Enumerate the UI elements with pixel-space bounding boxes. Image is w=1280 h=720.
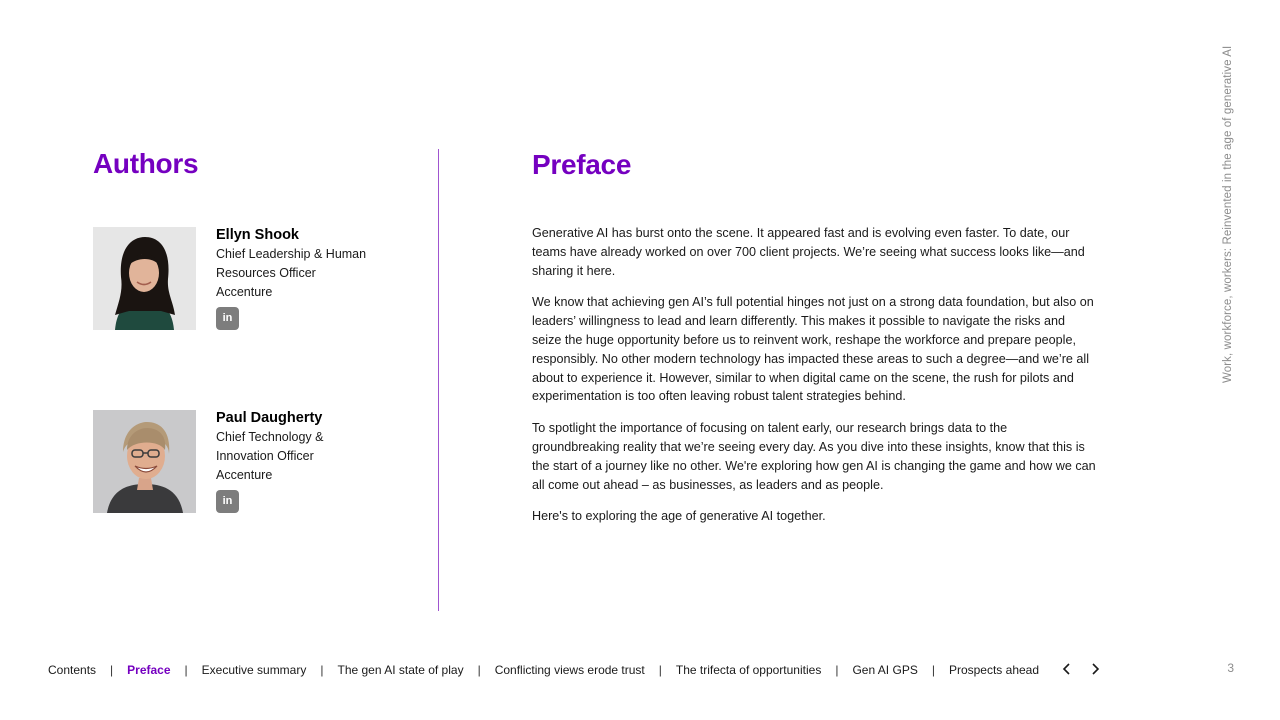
- nav-separator: |: [320, 663, 324, 677]
- nav-separator: |: [835, 663, 839, 677]
- author-title-line-2: Resources Officer: [216, 266, 316, 280]
- author-company: Accenture: [216, 285, 273, 299]
- nav-item-preface[interactable]: Preface: [127, 663, 171, 677]
- nav-item-contents[interactable]: Contents: [48, 663, 97, 677]
- author-info: [216, 408, 416, 485]
- page-arrows: [1058, 659, 1104, 679]
- chevron-left-icon: [1062, 662, 1072, 676]
- author-card: [93, 410, 413, 520]
- nav-item-trifecta[interactable]: The trifecta of opportunities: [675, 663, 822, 677]
- previous-page-button[interactable]: [1058, 659, 1076, 679]
- preface-paragraph: Here's to exploring the age of generative AI together.: [532, 509, 826, 524]
- nav-item-state-of-play[interactable]: The gen AI state of play: [337, 663, 464, 677]
- author-photo: [93, 410, 196, 513]
- nav-separator: |: [477, 663, 481, 677]
- author-portrait-ellyn: [93, 227, 196, 330]
- preface-body: [532, 224, 1097, 539]
- author-card: [93, 227, 413, 337]
- author-portrait-paul: [93, 410, 196, 513]
- page-number: 3: [1227, 661, 1234, 675]
- nav-separator: |: [658, 663, 662, 677]
- preface-paragraph: We know that achieving gen AI’s full potential hinges not just on a strong data foundation, but also on leaders’ willingness to lead and learn differently. This makes it possible to navigate the risks and seize the huge opportunity before us to reinvent work, reshape the workforce and prepare people, responsibly. No other modern technology has impacted these areas to such a degree—and we’re all about to experience it. However, similar to when digital came on the scene, the rush for pilots and experimentation is too often leaving robust talent strategies behind.: [532, 295, 1094, 404]
- section-nav: [48, 661, 1039, 679]
- author-title-line-1: Chief Technology &: [216, 430, 324, 444]
- preface-paragraph: Generative AI has burst onto the scene. It appeared fast and is evolving even faster. To date, our teams have already worked on over 700 client projects. We’re seeing what success looks like—and sharing it here.: [532, 226, 1085, 278]
- linkedin-icon[interactable]: in: [216, 307, 239, 330]
- nav-item-conflicting-views[interactable]: Conflicting views erode trust: [494, 663, 645, 677]
- author-name: Paul Daugherty: [216, 410, 323, 426]
- author-name: Ellyn Shook: [216, 227, 299, 243]
- next-page-button[interactable]: [1086, 659, 1104, 679]
- linkedin-icon[interactable]: in: [216, 490, 239, 513]
- preface-heading: Preface: [532, 149, 632, 180]
- preface-paragraph: To spotlight the importance of focusing on talent early, our research brings data to the groundbreaking reality that we’re seeing every day. As you dive into these insights, know that this is the start of a journey like no other. We're exploring how gen AI is changing the game and how we can all come out ahead – as businesses, as leaders and as people.: [532, 421, 1096, 492]
- nav-separator: |: [110, 663, 114, 677]
- nav-item-executive-summary[interactable]: Executive summary: [201, 663, 307, 677]
- column-divider: [438, 149, 439, 611]
- author-info: [216, 225, 416, 302]
- nav-item-prospects-ahead[interactable]: Prospects ahead: [948, 663, 1040, 677]
- nav-item-gen-ai-gps[interactable]: Gen AI GPS: [852, 663, 918, 677]
- chevron-right-icon: [1090, 662, 1100, 676]
- author-company: Accenture: [216, 468, 273, 482]
- author-title-line-1: Chief Leadership & Human: [216, 247, 367, 261]
- nav-separator: |: [184, 663, 188, 677]
- author-photo: [93, 227, 196, 330]
- authors-heading: Authors: [93, 148, 199, 179]
- document-side-title: Work, workforce, workers: Reinvented in the age of generative AI: [1222, 45, 1234, 383]
- author-title-line-2: Innovation Officer: [216, 449, 314, 463]
- nav-separator: |: [931, 663, 935, 677]
